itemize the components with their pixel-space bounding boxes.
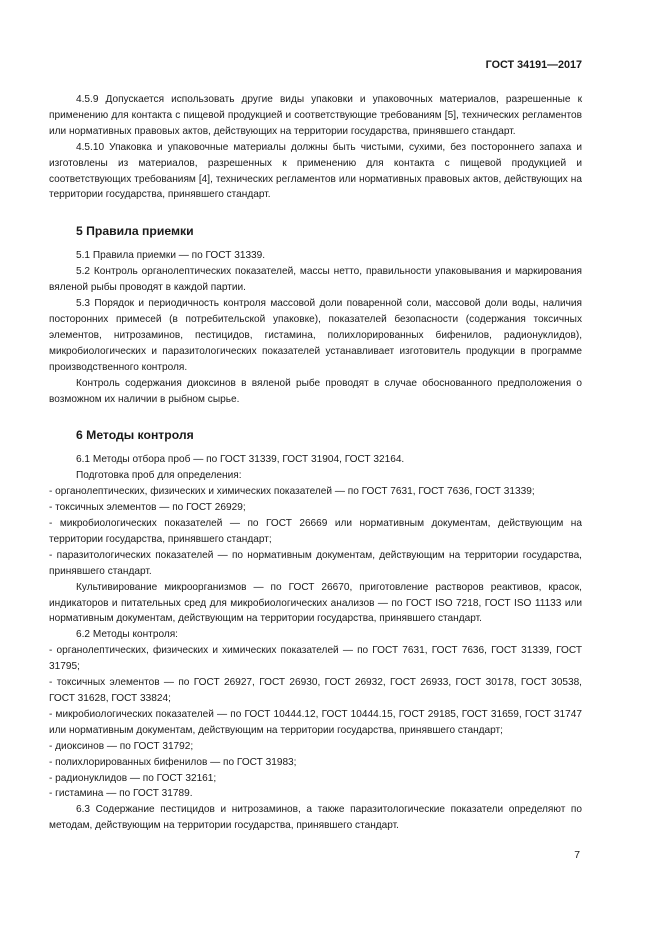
list-item: - гистамина — по ГОСТ 31789. xyxy=(49,788,193,800)
paragraph-5-2: 5.2 Контроль органолептических показателей, массы нетто, правильности упаковывания и маркирования вяленой рыбы проводят в каждой партии. xyxy=(49,266,582,294)
list-item: - органолептических, физических и химических показателей — по ГОСТ 7631, ГОСТ 7636, ГОСТ 31339; xyxy=(49,486,535,498)
paragraph-5-3: 5.3 Порядок и периодичность контроля массовой доли поваренной соли, массовой доли воды, наличия посторонних примесей (в потребительской упаковке), показателей безопасности (содержания токсичных элементов, нитрозаминов, пестицидов, гистамина, полихлорированных бифенилов, радионуклидов), микробиологических и паразитологических показателей устанавливает изготовитель продукции в программе производственного контроля. xyxy=(49,298,582,373)
paragraph-dioxins-control: Контроль содержания диоксинов в вяленой рыбе проводят в случае обоснованного предположения о возможном их наличии в рыбном сырье. xyxy=(49,377,582,405)
paragraph-4-5-10: 4.5.10 Упаковка и упаковочные материалы должны быть чистыми, сухими, без постороннего запаха и изготовлены из материалов, разрешенных к применению для контакта с пищевой продукцией и соответствующих требованиям [4], технических регламентов или нормативных правовых актов, действующих на территории государства, принявшего стандарт. xyxy=(49,141,582,201)
paragraph-6-2: 6.2 Методы контроля: xyxy=(76,629,178,641)
page-content xyxy=(49,92,582,834)
list-item: - микробиологических показателей — по ГОСТ 10444.12, ГОСТ 10444.15, ГОСТ 29185, ГОСТ 31659, ГОСТ 31747 или нормативным документам, действующим на территории государства, принявшего стандарт; xyxy=(49,708,582,736)
paragraph-6-3: 6.3 Содержание пестицидов и нитрозаминов, а также паразитологические показатели определяют по методам, действующим на территории государства, принявшего стандарт. xyxy=(49,804,582,832)
list-item: - полихлорированных бифенилов — по ГОСТ 31983; xyxy=(49,756,297,768)
paragraph-5-1: 5.1 Правила приемки — по ГОСТ 31339. xyxy=(76,250,266,262)
list-item: - токсичных элементов — по ГОСТ 26927, ГОСТ 26930, ГОСТ 26932, ГОСТ 26933, ГОСТ 30178, ГОСТ 30538, ГОСТ 31628, ГОСТ 33824; xyxy=(49,677,582,704)
paragraph-6-1: 6.1 Методы отбора проб — по ГОСТ 31339, ГОСТ 31904, ГОСТ 32164. xyxy=(76,454,405,466)
list-item: - органолептических, физических и химических показателей — по ГОСТ 7631, ГОСТ 7636, ГОСТ 31339, ГОСТ 31795; xyxy=(49,645,582,673)
list-item: - диоксинов — по ГОСТ 31792; xyxy=(49,740,194,752)
section-5-heading: 5 Правила приемки xyxy=(76,224,194,239)
document-header: ГОСТ 34191—2017 xyxy=(485,59,582,71)
section-6-heading: 6 Методы контроля xyxy=(76,428,194,443)
list-item: - токсичных элементов — по ГОСТ 26929; xyxy=(49,502,246,514)
list-item: - паразитологических показателей — по нормативным документам, действующим на территории государства, принявшего стандарт. xyxy=(49,549,582,577)
paragraph-4-5-9: 4.5.9 Допускается использовать другие виды упаковки и упаковочных материалов, разрешенные к применению для контакта с пищевой продукцией и соответствующие требованиям [5], технических регламентов или нормативных правовых актов, действующих на территории государства, принявшего стандарт. xyxy=(49,94,582,137)
paragraph-sample-prep: Подготовка проб для определения: xyxy=(76,470,242,482)
paragraph-cultivation: Культивирование микроорганизмов — по ГОСТ 26670, приготовление растворов реактивов, красок, индикаторов и питательных сред для микробиологических анализов — по ГОСТ ISO 7218, ГОСТ ISO 11133 или нормативным документам, действующим на территории государства, принявшего стандарт. xyxy=(49,581,582,625)
list-item: - радионуклидов — по ГОСТ 32161; xyxy=(49,772,217,784)
list-item: - микробиологических показателей — по ГОСТ 26669 или нормативным документам, действующим на территории государства, принявшего стандарт; xyxy=(49,518,582,545)
page-number: 7 xyxy=(574,850,580,861)
